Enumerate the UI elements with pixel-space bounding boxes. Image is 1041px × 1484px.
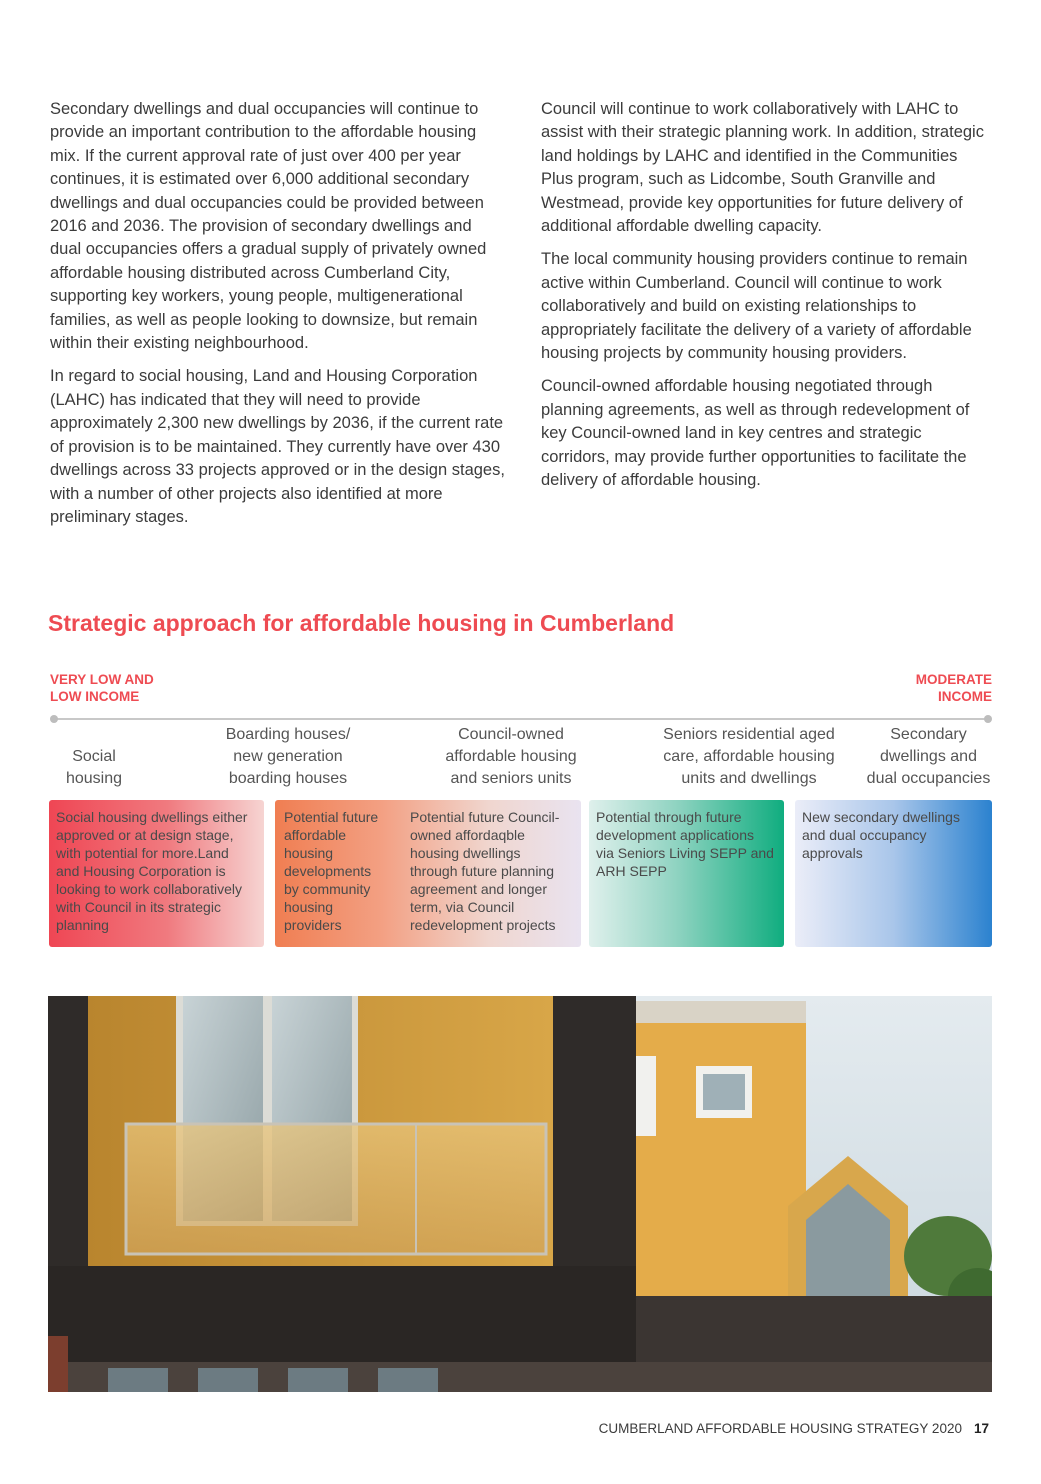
category-social-housing: Social housing	[65, 748, 123, 787]
scale-label-moderate-income: MODERATE INCOME	[915, 672, 992, 704]
category-boarding-houses: Boarding houses/ new generation boarding houses	[225, 726, 351, 787]
box-boarding-text: Potential future affordable housing developments by community housing providers	[284, 809, 379, 933]
paragraph: Council will continue to work collaboratively with LAHC to assist with their strategic planning work. In addition, strategic land holdings by LAHC and identified in the Communities Plus program, such as Lidcombe, South Granville and Westmead, provide key opportunities for future delivery of additional affordable dwelling capacity.	[541, 100, 984, 236]
category-council-owned: Council-owned affordable housing and seniors units	[445, 726, 577, 787]
box-boarding-and-council	[275, 800, 581, 947]
paragraph: In regard to social housing, Land and Housing Corporation (LAHC) has indicated that they will need to provide approximately 2,300 new dwellings by 2036, if the current rate of provision is to be maintained. They currently have over 430 dwellings across 33 projects approved or in the design stages, with a number of other projects also identified at more preliminary stages.	[50, 367, 505, 526]
house-photo	[48, 996, 992, 1392]
scale-start-dot	[50, 715, 58, 723]
box-secondary-dwellings: New secondary dwellings and dual occupancy approvals	[795, 800, 992, 947]
paragraph: Council-owned affordable housing negotiated through planning agreements, as well as through redevelopment of key Council-owned land in key centres and strategic corridors, may provide further opportunities to facilitate the delivery of affordable housing.	[541, 377, 970, 490]
box-seniors: Potential through future development applications via Seniors Living SEPP and ARH SEPP	[589, 800, 784, 947]
scale-label-low-income: VERY LOW AND LOW INCOME	[50, 672, 154, 704]
paragraph: The local community housing providers continue to remain active within Cumberland. Council will continue to work collaboratively and build on existing relationships to appropriately facilitate the delivery of a variety of affordable housing projects by community housing providers.	[541, 250, 972, 363]
category-seniors: Seniors residential aged care, affordable housing units and dwellings	[663, 726, 835, 787]
house-illustration	[48, 996, 992, 1392]
section-title: Strategic approach for affordable housing in Cumberland	[48, 610, 675, 636]
paragraph: Secondary dwellings and dual occupancies will continue to provide an important contribution to the affordable housing mix. If the current approval rate of just over 400 per year continues, it is estimated over 6,000 additional secondary dwellings and dual occupancies could be provided between 2016 and 2036. The provision of secondary dwellings and dual occupancies offers a gradual supply of privately owned affordable housing distributed across Cumberland City, supporting key workers, young people, multigenerational families, as well as people looking to downsize, but remain within their existing neighbourhood.	[50, 100, 487, 353]
page-number: 17	[973, 1421, 989, 1436]
footer-title: CUMBERLAND AFFORDABLE HOUSING STRATEGY 2020	[598, 1421, 962, 1436]
income-scale-line	[53, 718, 988, 720]
left-text-column	[50, 98, 505, 539]
box-council-text: Potential future Council- owned affordaqble housing dwellings through future planning agreement and longer term, via Council redevelopment projects	[410, 809, 560, 933]
box-social-housing: Social housing dwellings either approved or at design stage, with potential for more.Land and Housing Corporation is looking to work collaboratively with Council in its strategic planning	[49, 800, 264, 947]
scale-end-dot	[984, 715, 992, 723]
category-secondary-dwellings: Secondary dwellings and dual occupancies	[866, 726, 991, 787]
right-text-column	[541, 98, 993, 503]
page-footer	[599, 1421, 989, 1436]
